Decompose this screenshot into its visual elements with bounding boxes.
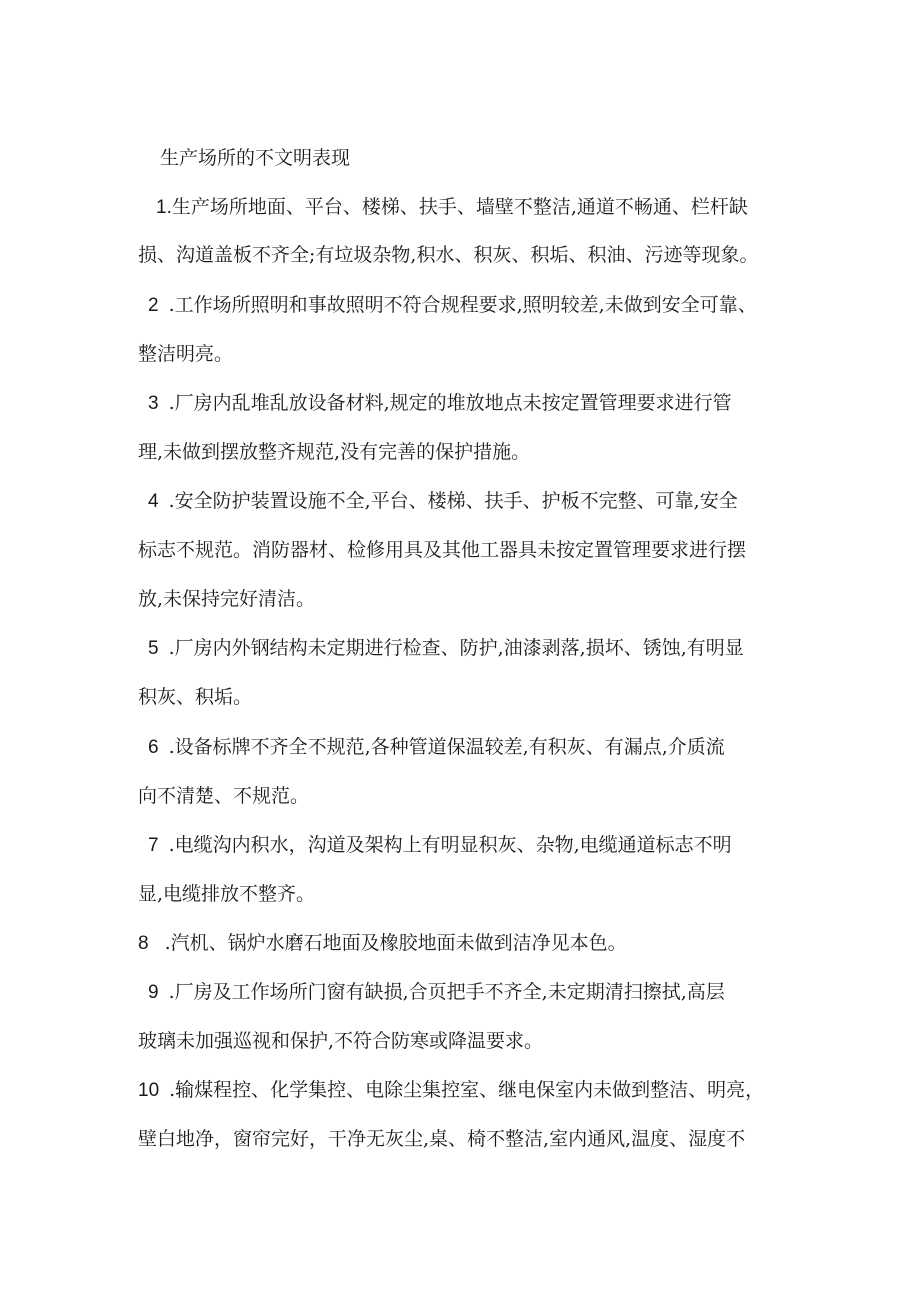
item-5-number: 5 xyxy=(148,638,159,659)
item-2-line-1: 2 .工作场所照明和事故照明不符合规程要求,照明较差,未做到安全可靠、 xyxy=(148,291,757,320)
item-7-line-2: 显,电缆排放不整齐。 xyxy=(138,883,316,905)
item-7-number: 7 xyxy=(148,835,159,856)
item-3-line-1: 3 .厂房内乱堆乱放设备材料,规定的堆放地点未按定置管理要求进行管 xyxy=(148,389,732,418)
item-10-number: 10 xyxy=(138,1080,160,1101)
item-4-line-1: 4 .安全防护装置设施不全,平台、楼梯、扶手、护板不完整、可靠,安全 xyxy=(148,487,738,516)
item-6-line-2: 向不清楚、不规范。 xyxy=(138,785,310,807)
item-4-number: 4 xyxy=(148,491,159,512)
item-9-number: 9 xyxy=(148,982,159,1003)
item-5-line-1: 5 .厂房内外钢结构未定期进行检查、防护,油漆剥落,损坏、锈蚀,有明显 xyxy=(148,634,744,663)
item-2-number: 2 xyxy=(148,295,159,316)
item-8-number: 8 xyxy=(138,933,149,954)
item-4-line-2: 标志不规范。消防器材、检修用具及其他工器具未按定置管理要求进行摆 xyxy=(138,539,747,561)
item-3-line-2: 理,未做到摆放整齐规范,没有完善的保护措施。 xyxy=(138,441,531,463)
document-title: 生产场所的不文明表现 xyxy=(160,147,351,169)
item-6-line-1: 6 .设备标牌不齐全不规范,各种管道保温较差,有积灰、有漏点,介质流 xyxy=(148,733,725,762)
item-9-line-2: 玻璃未加强巡视和保护,不符合防寒或降温要求。 xyxy=(138,1030,544,1052)
item-7-line-1: 7 .电缆沟内积水，沟道及架构上有明显积灰、杂物,电缆通道标志不明 xyxy=(148,831,732,860)
item-5-line-2: 积灰、积垢。 xyxy=(138,686,253,708)
item-1-line-2: 损、沟道盖板不齐全;有垃圾杂物,积水、积灰、积垢、积油、污迹等现象。 xyxy=(138,244,759,266)
item-8-line-1: 8 .汽机、锅炉水磨石地面及橡胶地面未做到洁净见本色。 xyxy=(138,929,627,958)
item-1-number: 1. xyxy=(156,197,172,218)
item-1-line-1: 1.生产场所地面、平台、楼梯、扶手、墙壁不整洁,通道不畅通、栏杆缺 xyxy=(156,193,748,222)
item-9-line-1: 9 .厂房及工作场所门窗有缺损,合页把手不齐全,未定期清扫擦拭,高层 xyxy=(148,978,725,1007)
item-10-line-2: 壁白地净，窗帘完好，干净无灰尘,桌、椅不整洁,室内通风,温度、湿度不 xyxy=(138,1128,746,1150)
item-4-line-3: 放,未保持完好清洁。 xyxy=(138,588,316,610)
item-3-number: 3 xyxy=(148,393,159,414)
item-6-number: 6 xyxy=(148,737,159,758)
item-10-line-1: 10 .输煤程控、化学集控、电除尘集控室、继电保室内未做到整洁、明亮， xyxy=(138,1076,764,1105)
item-2-line-2: 整洁明亮。 xyxy=(138,343,234,365)
